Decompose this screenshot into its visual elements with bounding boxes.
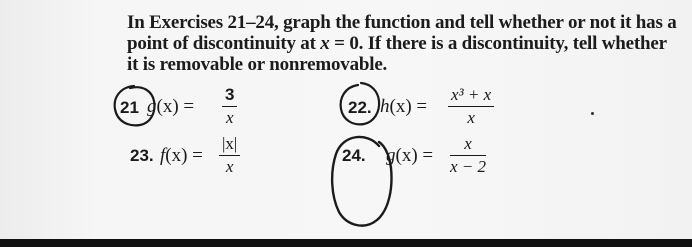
instructions-line-2 — [127, 33, 682, 54]
fraction — [222, 86, 237, 127]
exercise-number: 24. — [342, 146, 366, 165]
function-name: g — [386, 145, 396, 166]
numerator: x — [464, 134, 472, 153]
instructions-line-3: it is removable or nonremovable. — [127, 54, 388, 75]
instructions-line-1: In Exercises 21–24, graph the function and tell whether or not it has a — [127, 12, 677, 33]
numerator: 3 — [225, 85, 235, 104]
function-name: g — [147, 96, 157, 117]
function-name: f — [160, 145, 166, 166]
function-argument: (x) = — [395, 145, 434, 166]
fraction-bar — [448, 106, 494, 107]
exercise-instructions — [127, 12, 682, 75]
function-argument: (x) = — [389, 96, 428, 117]
function-lhs — [147, 96, 194, 118]
fraction-bar — [219, 155, 240, 156]
fraction — [450, 135, 486, 176]
function-argument: (x) = — [156, 96, 195, 117]
instructions-line-2-start: point of discontinuity at — [127, 33, 321, 54]
denominator: x — [225, 108, 234, 128]
handwritten-circle-24 — [327, 126, 399, 236]
fraction-bar — [222, 106, 237, 107]
denominator: x − 2 — [450, 157, 487, 177]
numerator: x³ + x — [451, 85, 492, 104]
instructions-line-2-end: = 0. If there is a discontinuity, tell whether — [329, 33, 667, 54]
function-lhs — [380, 96, 427, 118]
exercise-number: 23. — [130, 146, 154, 165]
function-name: h — [380, 96, 390, 117]
function-lhs — [386, 145, 433, 167]
exercise-number: 21 — [120, 98, 139, 117]
function-lhs — [160, 145, 203, 167]
bottom-edge-bar — [0, 239, 692, 247]
function-argument: (x) = — [165, 145, 203, 166]
fraction-bar — [450, 155, 486, 156]
denominator: x — [467, 108, 475, 128]
exercise-number: 22. — [348, 98, 372, 117]
fraction — [219, 135, 240, 176]
instructions-variable: x — [320, 33, 330, 54]
denominator: x — [225, 157, 234, 177]
fraction — [448, 86, 494, 127]
pen-dot — [591, 112, 594, 115]
numerator: |x| — [222, 134, 238, 153]
